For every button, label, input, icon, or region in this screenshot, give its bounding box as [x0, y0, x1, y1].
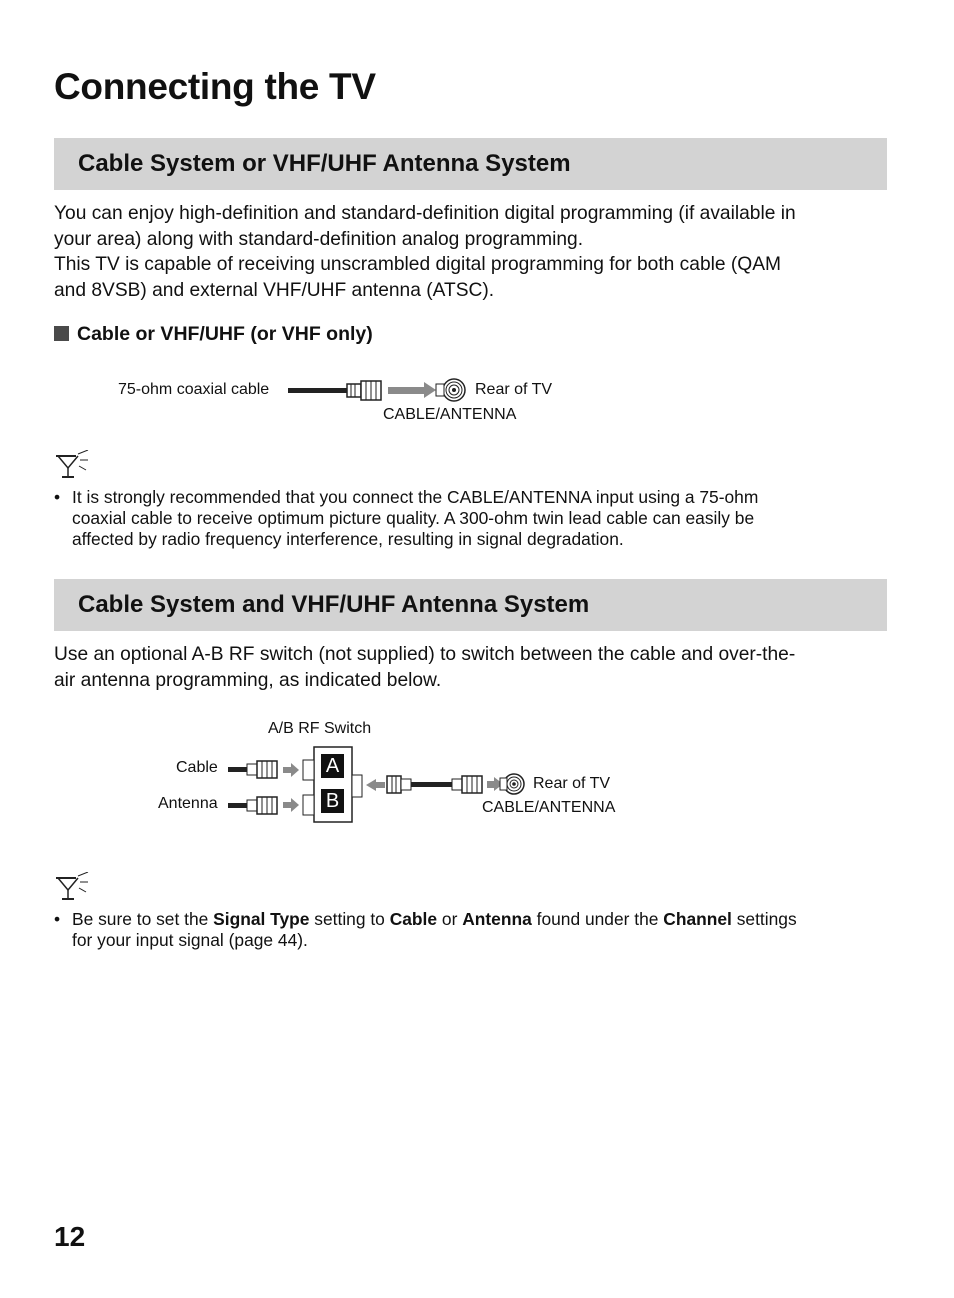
section-header-cable-or-antenna [54, 138, 887, 190]
note-line: for your input signal (page 44). [72, 930, 308, 950]
rear-of-tv-label: Rear of TV [475, 381, 553, 398]
intro-paragraph [54, 201, 894, 303]
bullet: • [54, 909, 61, 929]
option-antenna: Antenna [462, 909, 532, 929]
rear-of-tv-label: Rear of TV [533, 775, 611, 792]
menu-channel: Channel [663, 909, 732, 929]
tip-icon [54, 450, 90, 480]
page-number: 12 [54, 1221, 86, 1252]
antenna-label: Antenna [158, 795, 218, 812]
para-line: air antenna programming, as indicated below. [54, 669, 442, 691]
setting-name-signal-type: Signal Type [213, 909, 310, 929]
intro-line: your area) along with standard-definition analog programming. [54, 228, 584, 250]
port-b-label: B [321, 789, 344, 813]
cable-antenna-label: CABLE/ANTENNA [383, 406, 517, 423]
para-line: Use an optional A-B RF switch (not supplied) to switch between the cable and over-the- [54, 644, 796, 665]
section-title: Cable System or VHF/UHF Antenna System [78, 150, 571, 177]
coaxial-connection-graphic [0, 370, 954, 430]
subheading [54, 323, 373, 346]
section-header-cable-and-antenna [54, 579, 887, 631]
note-text: setting to [309, 909, 390, 929]
note-signal-type [54, 909, 884, 951]
cable-antenna-label: CABLE/ANTENNA [482, 799, 616, 816]
option-cable: Cable [389, 909, 438, 929]
note-line: affected by radio frequency interference, resulting in signal degradation. [72, 529, 624, 549]
intro-line: This TV is capable of receiving unscrambled digital programming for both cable (QAM [54, 254, 781, 275]
note-text: Be sure to set the [72, 909, 214, 929]
intro-line: You can enjoy high-definition and standard-definition digital programming (if available in [54, 203, 796, 224]
note-text: settings [731, 909, 797, 929]
intro-line: and 8VSB) and external VHF/UHF antenna (ATSC). [54, 279, 495, 301]
switch-paragraph [54, 642, 894, 693]
connection-diagram-switch [0, 715, 954, 835]
section-title: Cable System and VHF/UHF Antenna System [78, 591, 590, 618]
bullet: • [54, 487, 61, 507]
coaxial-cable-label: 75-ohm coaxial cable [118, 381, 270, 398]
connection-diagram-single [0, 370, 954, 430]
note-text: or [437, 909, 463, 929]
note-text: found under the [531, 909, 664, 929]
subheading-text: Cable or VHF/UHF (or VHF only) [77, 323, 373, 345]
ab-switch-label: A/B RF Switch [268, 720, 372, 737]
tip-icon [54, 872, 90, 902]
note-line: coaxial cable to receive optimum picture quality. A 300-ohm twin lead cable can easily be [72, 508, 755, 528]
rf-switch-connection-graphic [0, 715, 954, 835]
note-recommendation [54, 487, 884, 550]
square-bullet-icon [54, 326, 69, 341]
cable-label: Cable [176, 759, 218, 776]
page-title: Connecting the TV [54, 66, 376, 107]
port-a-label: A [321, 754, 344, 778]
note-line: It is strongly recommended that you connect the CABLE/ANTENNA input using a 75-ohm [72, 487, 759, 507]
